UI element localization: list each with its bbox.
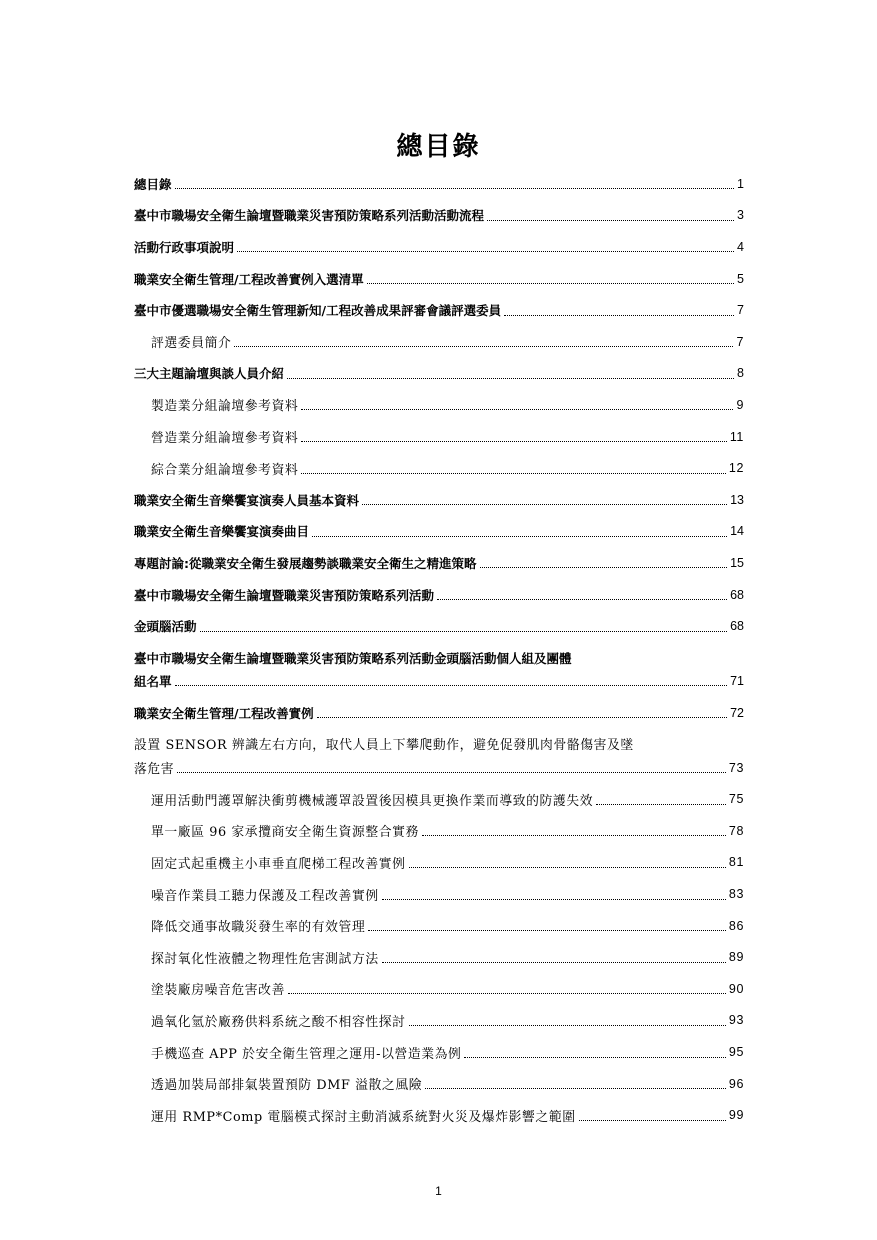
dot-leader [464,1057,725,1058]
dot-leader [368,930,726,931]
dot-leader [409,1025,726,1026]
toc-entry-text: 職業安全衛生音樂饗宴演奏曲目 [134,524,310,540]
dot-leader [237,251,734,252]
dot-leader [317,717,728,718]
toc-entry[interactable] [134,484,744,516]
toc-entry[interactable] [134,579,744,611]
toc-page-number: 99 [728,1108,744,1123]
toc-entry[interactable] [134,547,744,579]
toc-entry[interactable] [134,784,744,816]
toc-entry[interactable] [134,200,744,232]
toc-entry-text: 三大主題論壇與談人員介紹 [134,366,285,382]
toc-page-number: 78 [728,823,744,838]
toc-page-number: 68 [730,619,744,634]
dot-leader [301,409,733,410]
toc-entry-text: 總目錄 [134,176,172,192]
toc-page-number: 68 [730,587,744,602]
toc-page-number: 15 [730,555,744,570]
dot-leader [409,867,726,868]
toc-entry[interactable] [134,358,744,390]
toc-entry[interactable] [134,1036,744,1068]
toc-page-number: 7 [736,334,744,349]
toc-page-number: 96 [728,1076,744,1091]
toc-entry-text: 運用 RMP*Comp 電腦模式探討主動消滅系統對火災及爆炸影響之範圍 [151,1109,576,1125]
toc-entry-text: 臺中市職場安全衛生論壇暨職業災害預防策略系列活動 [134,587,435,603]
toc-entry-text: 透過加裝局部排氣裝置預防 DMF 溢散之風險 [151,1078,423,1094]
toc-page-number: 90 [728,981,744,996]
toc-page-number: 8 [737,366,744,381]
toc-entry-text: 職業安全衛生管理/工程改善實例入選清單 [134,271,364,287]
toc-entry-text: 臺中市職場安全衛生論壇暨職業災害預防策略系列活動活動流程 [134,208,485,224]
toc-entry[interactable] [134,263,744,295]
dot-leader [382,962,726,963]
toc-entry[interactable] [134,294,744,326]
toc-entry[interactable] [134,516,744,548]
dot-leader [301,473,726,474]
toc-entry-text: 製造業分組論壇參考資料 [151,399,299,415]
toc-entry-text: 職業安全衛生管理/工程改善實例 [134,705,314,721]
toc-entry[interactable] [134,878,744,910]
toc-entry[interactable] [134,697,744,729]
toc-page-number: 95 [728,1045,744,1060]
toc-page-number: 73 [728,760,744,775]
toc-entry-text-continued: 落危害 [134,762,175,777]
toc-entry-text: 專題討論:從職業安全衛生發展趨勢談職業安全衛生之精進策略 [134,555,477,571]
toc-entry-text: 手機巡查 APP 於安全衛生管理之運用-以營造業為例 [151,1046,462,1062]
dot-leader [367,283,734,284]
toc-entry[interactable] [134,729,744,784]
toc-entry-text: 單一廠區 96 家承攬商安全衛生資源整合實務 [151,825,419,841]
toc-entry-text: 營造業分組論壇參考資料 [151,431,299,447]
dot-leader [287,378,734,379]
toc-page-number: 75 [728,792,744,807]
toc-entry-text: 探討氧化性液體之物理性危害測試方法 [151,951,379,967]
toc-page-number: 1 [737,176,744,191]
toc-entry[interactable] [134,326,744,358]
page-title: 總目錄 [396,132,481,162]
toc-entry-text: 評選委員簡介 [151,336,232,352]
toc-entry-text: 運用活動門護罩解決衝剪機械護罩設置後因模具更換作業而導致的防護失效 [151,793,594,809]
toc-entry-text-continued: 組名單 [134,673,172,689]
dot-leader [200,631,728,632]
page-number: 1 [435,1184,442,1198]
dot-leader [234,346,733,347]
toc-entry[interactable] [134,815,744,847]
toc-entry-text: 臺中市優選職場安全衛生管理新知/工程改善成果評審會議評選委員 [134,303,502,319]
toc-entry[interactable] [134,389,744,421]
dot-leader [437,599,727,600]
table-of-contents [134,168,744,1131]
toc-entry[interactable] [134,1099,744,1131]
toc-page-number: 81 [728,855,744,870]
toc-page-number: 3 [737,208,744,223]
toc-entry[interactable] [134,1005,744,1037]
toc-entry[interactable] [134,941,744,973]
toc-entry-text: 金頭腦活動 [134,619,197,635]
toc-entry[interactable] [134,452,744,484]
dot-leader [487,220,734,221]
dot-leader [382,899,726,900]
toc-page-number: 93 [728,1013,744,1028]
toc-page-number: 71 [730,673,744,688]
dot-leader [422,835,726,836]
toc-entry-text: 職業安全衛生音樂饗宴演奏人員基本資料 [134,492,360,508]
dot-leader [312,536,727,537]
toc-entry-text: 固定式起重機主小車垂直爬梯工程改善實例 [151,856,406,872]
toc-entry-text: 降低交通事故職災發生率的有效管理 [151,920,366,936]
toc-page-number: 83 [728,887,744,902]
dot-leader [288,993,726,994]
toc-page-number: 12 [728,461,744,476]
toc-entry[interactable] [134,421,744,453]
toc-page-number: 5 [737,271,744,286]
toc-entry[interactable] [134,847,744,879]
toc-page-number: 11 [729,429,744,444]
toc-entry-text: 塗裝廠房噪音危害改善 [151,983,285,999]
toc-page-number: 86 [728,918,744,933]
dot-leader [504,315,734,316]
toc-page-number: 13 [730,492,744,507]
toc-page-number: 14 [730,524,744,539]
toc-entry-text: 噪音作業員工聽力保護及工程改善實例 [151,888,379,904]
toc-entry-text: 綜合業分組論壇參考資料 [151,462,299,478]
toc-entry[interactable] [134,610,744,642]
toc-entry[interactable] [134,973,744,1005]
toc-page-number: 89 [728,950,744,965]
toc-entry[interactable] [134,231,744,263]
toc-page-number: 4 [737,239,744,254]
dot-leader [596,804,726,805]
dot-leader [362,504,727,505]
toc-entry-text: 活動行政事項說明 [134,239,235,255]
toc-page-number: 7 [737,303,744,318]
dot-leader [175,188,735,189]
toc-entry-text: 設置 SENSOR 辨識左右方向，取代人員上下攀爬動作，避免促發肌肉骨骼傷害及墜 [134,737,634,753]
dot-leader [425,1088,726,1089]
toc-entry[interactable] [134,910,744,942]
dot-leader [175,685,728,686]
toc-page-number: 72 [730,705,744,720]
dot-leader [177,772,726,773]
toc-entry-text: 臺中市職場安全衛生論壇暨職業災害預防策略系列活動金頭腦活動個人組及團體 [134,650,572,666]
toc-entry[interactable] [134,1068,744,1100]
dot-leader [579,1120,726,1121]
toc-entry[interactable] [134,168,744,200]
toc-entry-text: 過氧化氫於廠務供料系統之酸不相容性探討 [151,1014,406,1030]
dot-leader [480,567,728,568]
dot-leader [301,441,726,442]
toc-page-number: 9 [736,397,744,412]
toc-entry[interactable] [134,642,744,697]
